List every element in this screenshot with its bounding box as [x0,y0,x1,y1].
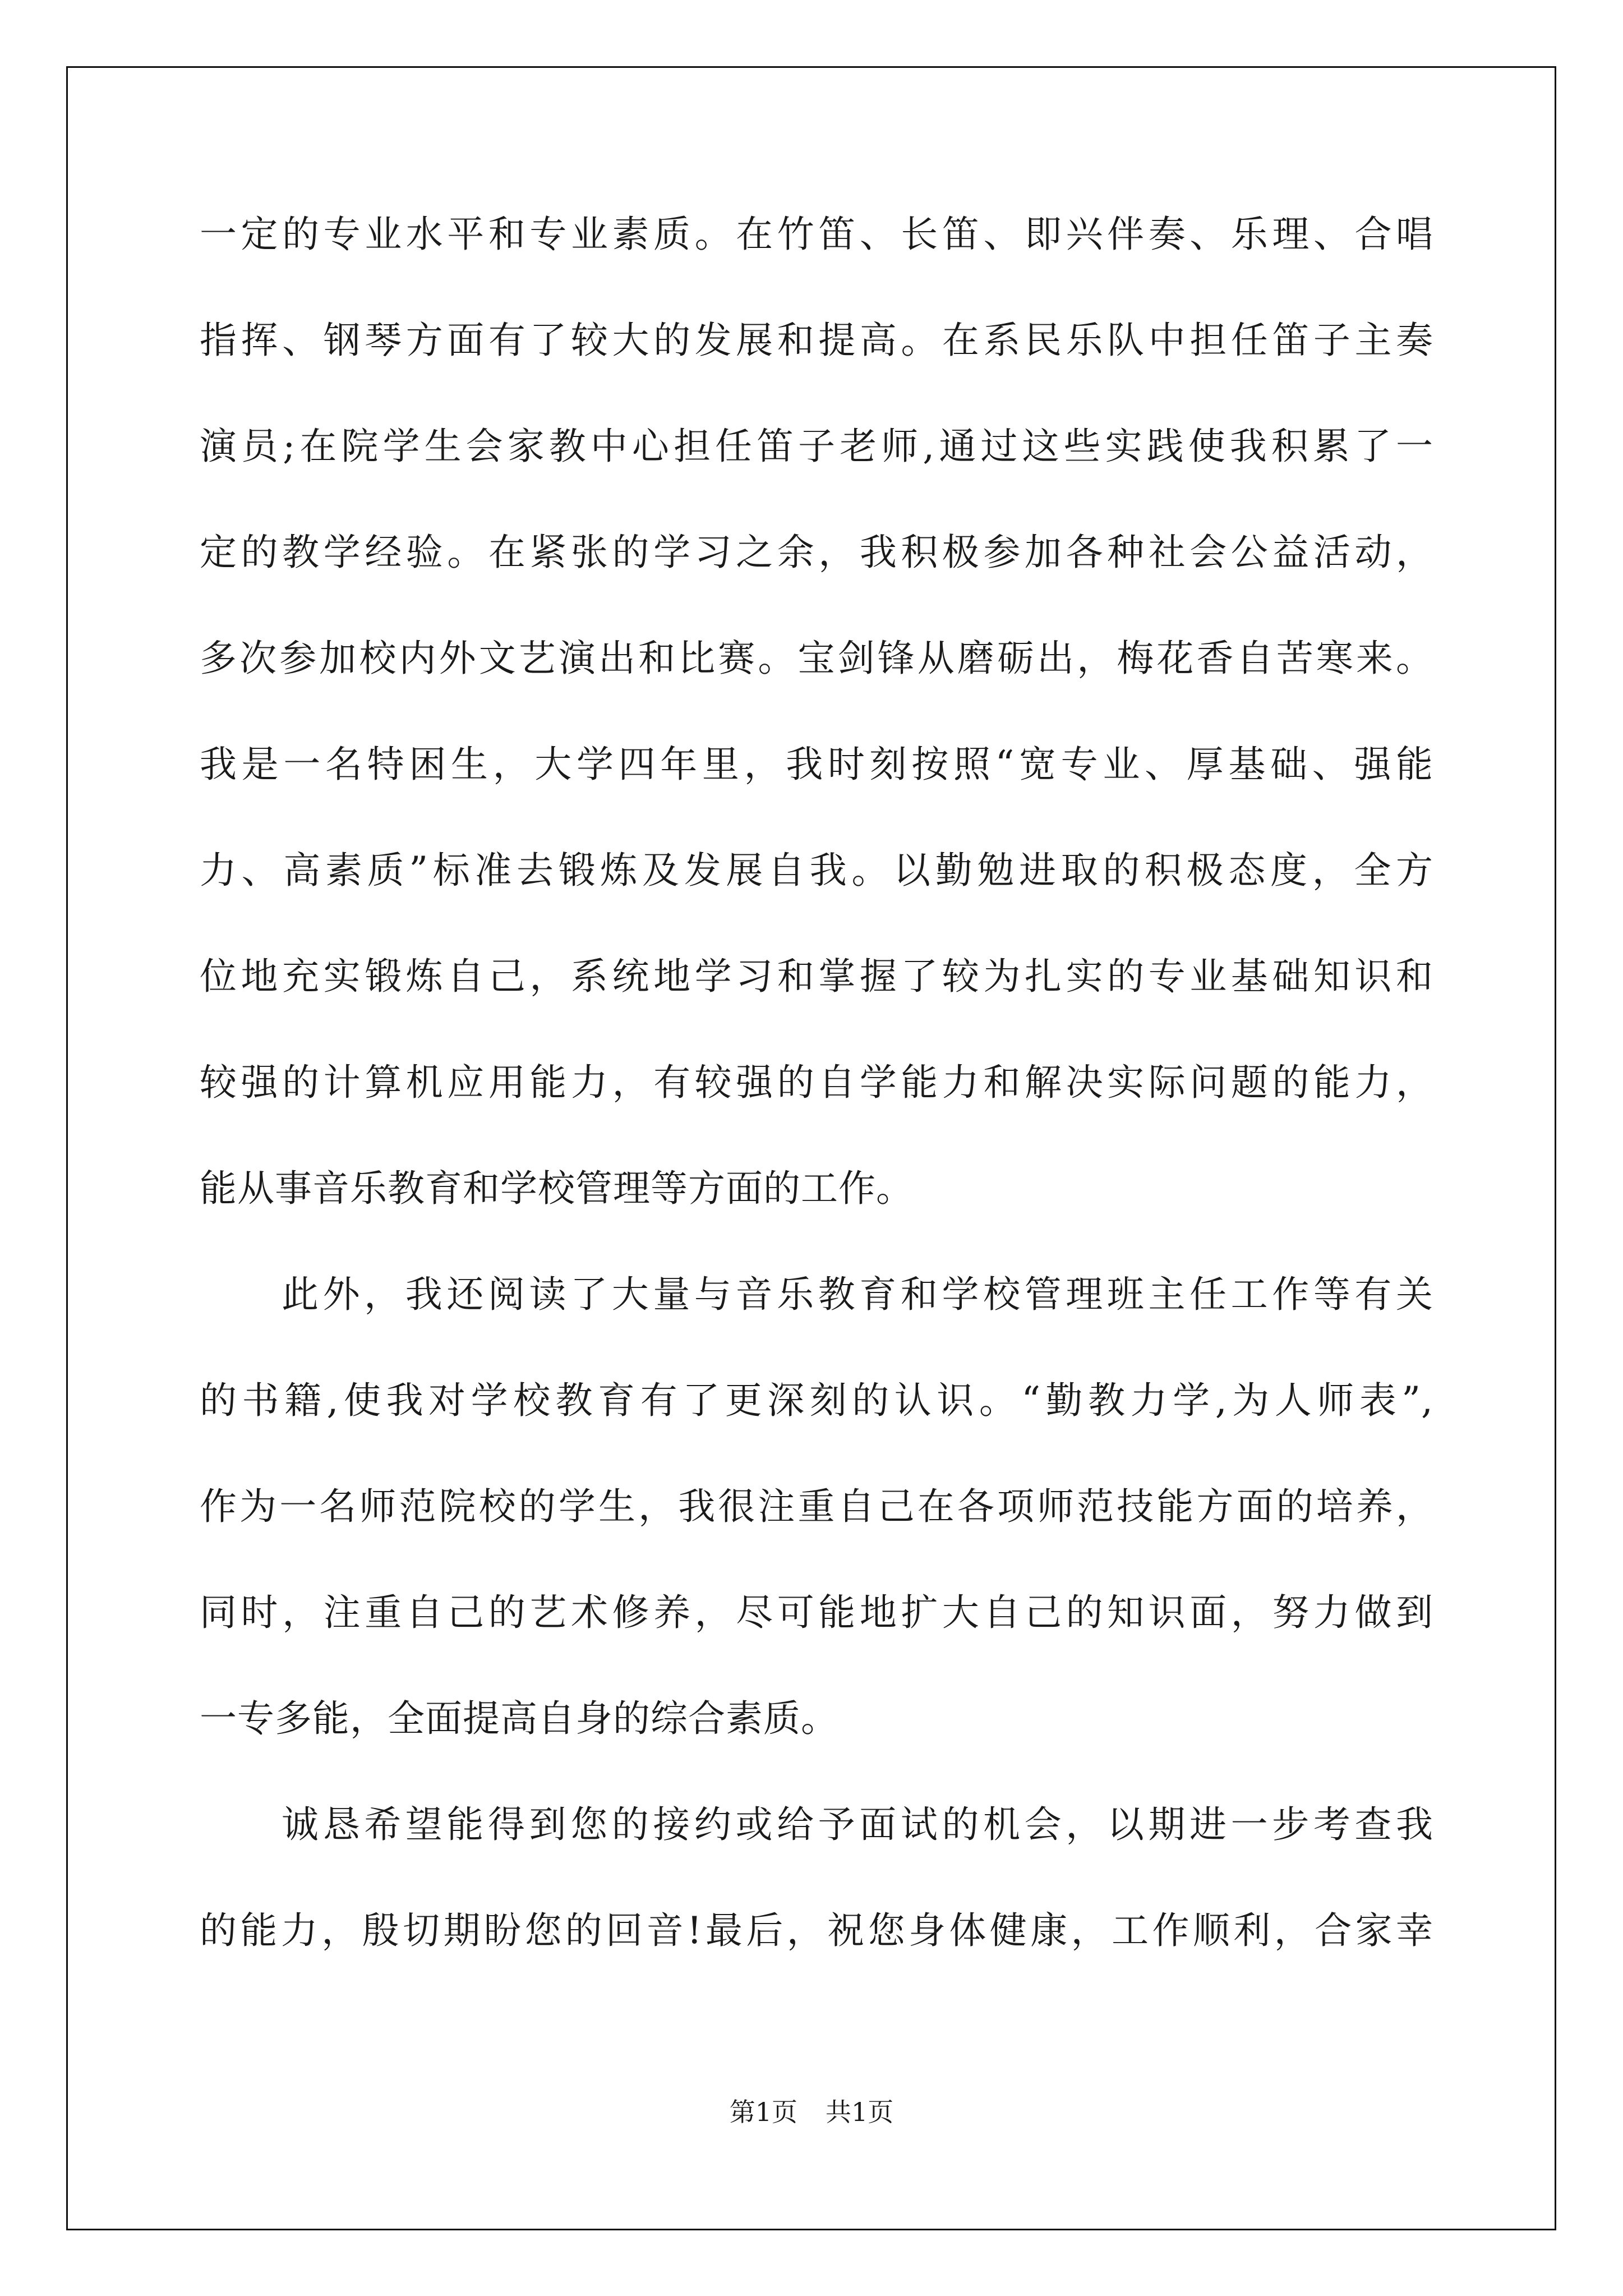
text-line: 的能力，殷切期盼您的回音!最后，祝您身体健康，工作顺利，合家幸 [200,1909,1433,1952]
text-line: 多次参加校内外文艺演出和比赛。宝剑锋从磨砺出，梅花香自苦寒来。 [200,637,1433,680]
letter-body [200,213,1433,2018]
paragraph-first-line: 此外，我还阅读了大量与音乐教育和学校管理班主任工作等有关 [282,1273,1433,1316]
text-line: 较强的计算机应用能力，有较强的自学能力和解决实际问题的能力， [200,1061,1433,1104]
text-line: 力、高素质”标准去锻炼及发展自我。以勤勉进取的积极态度，全方 [200,849,1433,892]
text-line: 指挥、钢琴方面有了较大的发展和提高。在系民乐队中担任笛子主奏 [200,319,1433,362]
text-line: 演员;在院学生会家教中心担任笛子老师,通过这些实践使我积累了一 [200,425,1433,468]
text-line: 能从事音乐教育和学校管理等方面的工作。 [200,1167,914,1210]
page-number: 第1页 [729,2097,797,2127]
text-line: 定的教学经验。在紧张的学习之余，我积极参加各种社会公益活动， [200,531,1433,574]
text-line: 的书籍,使我对学校教育有了更深刻的认识。“勤教力学,为人师表”, [200,1379,1433,1422]
text-line: 我是一名特困生，大学四年里，我时刻按照“宽专业、厚基础、强能 [200,743,1433,786]
paragraph-first-line: 诚恳希望能得到您的接约或给予面试的机会，以期进一步考查我 [282,1803,1433,1846]
text-line: 作为一名师范院校的学生，我很注重自己在各项师范技能方面的培养， [200,1485,1433,1528]
text-line: 一专多能，全面提高自身的综合素质。 [200,1697,838,1740]
text-line: 同时，注重自己的艺术修养，尽可能地扩大自己的知识面，努力做到 [200,1591,1433,1634]
text-line: 位地充实锻炼自己，系统地学习和掌握了较为扎实的专业基础知识和 [200,955,1433,998]
text-line: 一定的专业水平和专业素质。在竹笛、长笛、即兴伴奏、乐理、合唱 [200,213,1433,256]
page-footer [0,2095,1623,2129]
page-total: 共1页 [826,2097,894,2127]
